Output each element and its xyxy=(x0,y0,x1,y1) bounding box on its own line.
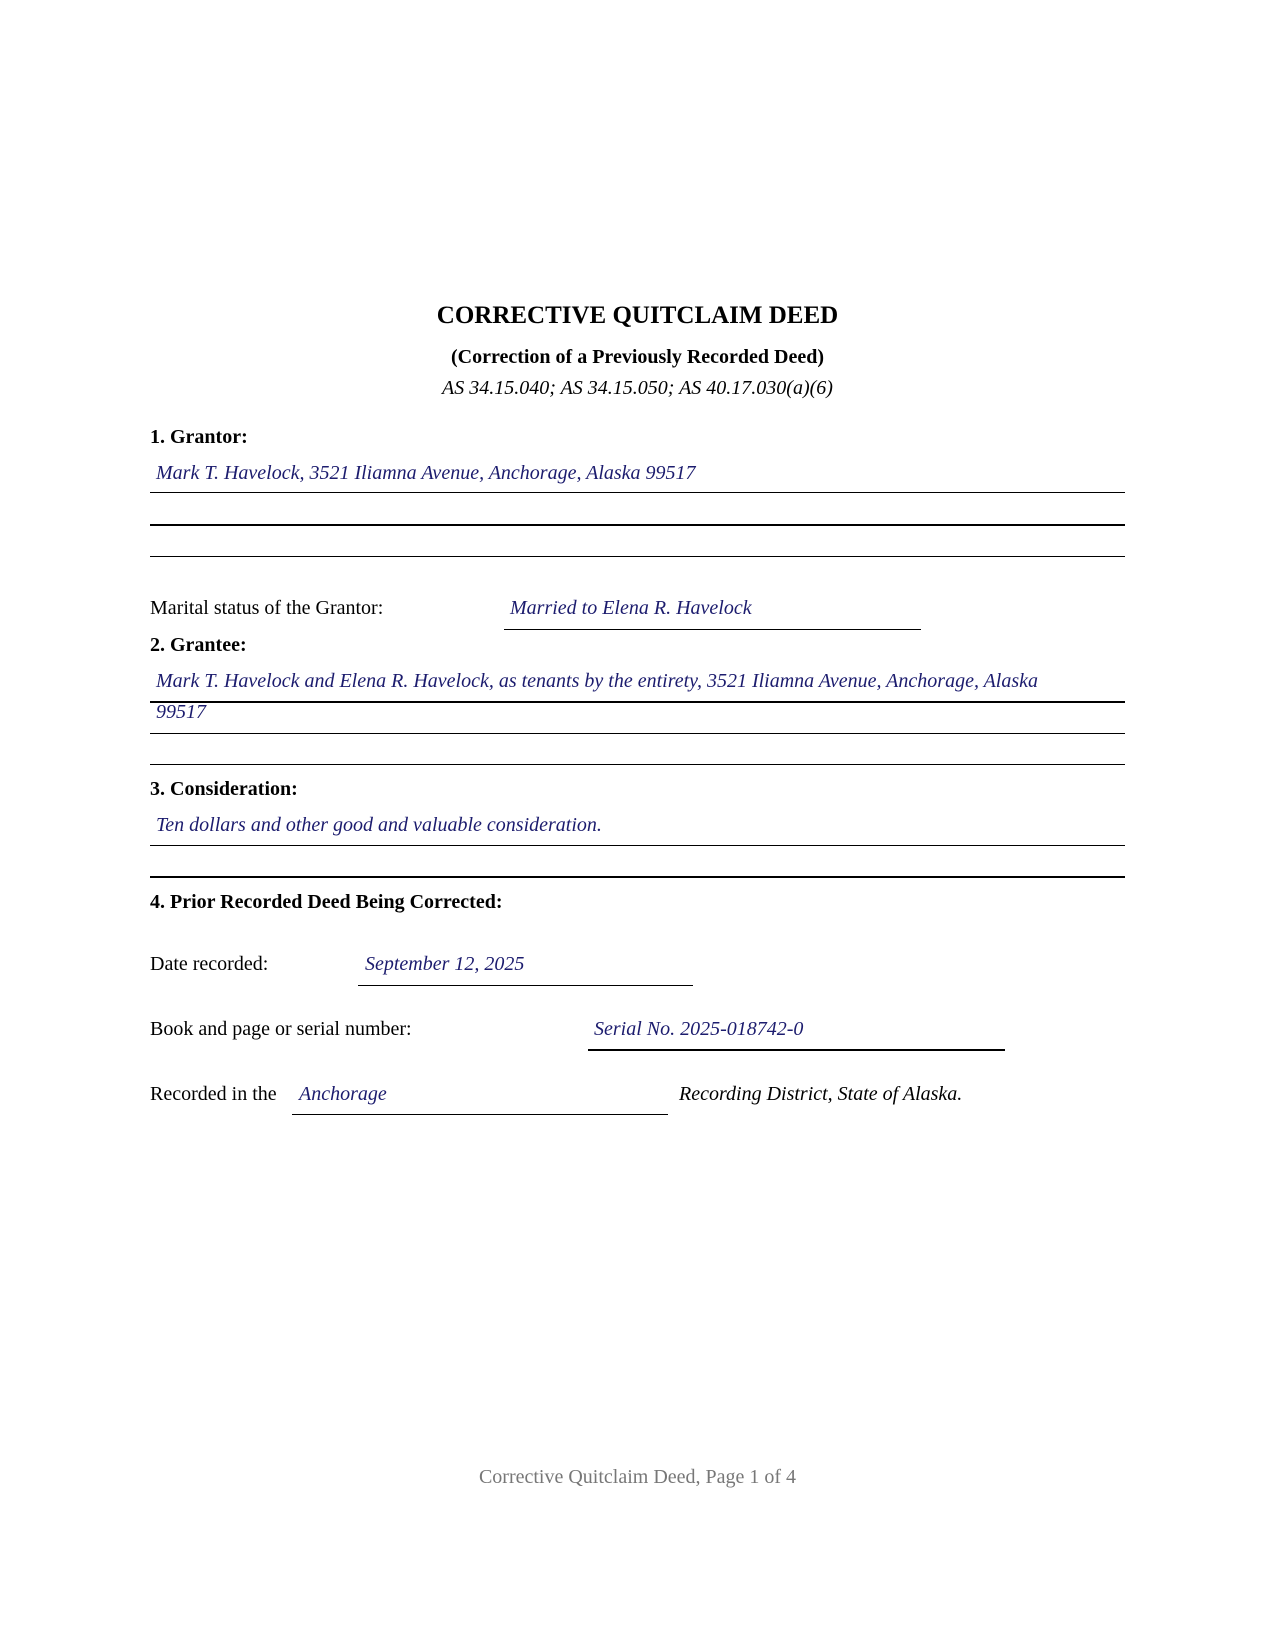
grantor-value[interactable]: Mark T. Havelock, 3521 Iliamna Avenue, Anchorage, Alaska 99517 xyxy=(156,462,696,484)
grantee-value-line-1[interactable]: Mark T. Havelock and Elena R. Havelock, as tenants by the entirety, 3521 Iliamna Avenue, Anchorage, Alaska xyxy=(156,670,1039,692)
statute-citation: AS 34.15.040; AS 34.15.050; AS 40.17.030(a)(6) xyxy=(442,377,833,399)
grantee-line-1 xyxy=(150,701,1125,703)
date-recorded-value[interactable]: September 12, 2025 xyxy=(365,953,525,975)
marital-status-label: Marital status of the Grantor: xyxy=(150,597,384,619)
grantee-heading: 2. Grantee: xyxy=(150,634,247,656)
prior-deed-heading: 4. Prior Recorded Deed Being Corrected: xyxy=(150,891,503,913)
page-footer: Corrective Quitclaim Deed, Page 1 of 4 xyxy=(478,1466,797,1488)
grantee-value-line-2[interactable]: 99517 xyxy=(156,701,206,723)
serial-number-line xyxy=(588,1049,1005,1051)
consideration-line-2 xyxy=(150,876,1125,878)
consideration-value[interactable]: Ten dollars and other good and valuable consideration. xyxy=(156,814,602,836)
date-recorded-label: Date recorded: xyxy=(150,953,269,975)
grantor-heading: 1. Grantor: xyxy=(150,426,248,448)
serial-number-label: Book and page or serial number: xyxy=(150,1018,412,1040)
document-subtitle: (Correction of a Previously Recorded Deed) xyxy=(450,346,825,368)
recording-district-line xyxy=(292,1114,668,1115)
grantor-line-2 xyxy=(150,524,1125,526)
recording-district-value[interactable]: Anchorage xyxy=(299,1083,387,1105)
marital-status-value[interactable]: Married to Elena R. Havelock xyxy=(510,597,752,619)
grantor-line-3 xyxy=(150,556,1125,557)
date-recorded-line xyxy=(358,985,693,986)
consideration-line-1 xyxy=(150,845,1125,846)
serial-number-value[interactable]: Serial No. 2025-018742-0 xyxy=(594,1018,804,1040)
marital-status-line xyxy=(504,629,921,630)
document-title: CORRECTIVE QUITCLAIM DEED xyxy=(436,302,839,329)
recorded-in-label: Recorded in the xyxy=(150,1083,277,1105)
grantee-line-3 xyxy=(150,764,1125,765)
consideration-heading: 3. Consideration: xyxy=(150,778,298,800)
recording-district-suffix: Recording District, State of Alaska. xyxy=(679,1083,963,1105)
grantee-line-2 xyxy=(150,733,1125,734)
grantor-line-1 xyxy=(150,492,1125,493)
